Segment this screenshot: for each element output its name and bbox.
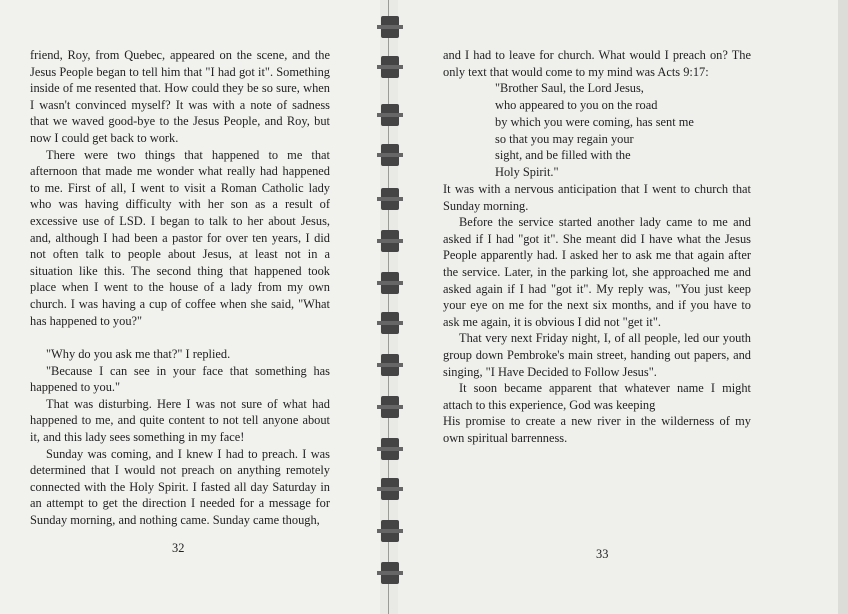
binding-coil	[381, 104, 399, 126]
right-page-body	[443, 47, 751, 446]
paragraph: There were two things that happened to me that afternoon that made me wonder what really had happened to me. First of all, I went to visit a Roman Catholic lady who was having difficulty with her son as a result of excessive use of LSD. I began to talk to her about Jesus, and, although I had been a pastor for over ten years, I did not often talk to people about Jesus, at least not in a situation like this. The second thing that happened took place when I went to the house of a lady from my own church. I was having a cup of coffee when she said, "What has happened to you?"	[30, 147, 330, 328]
paragraph: It soon became apparent that whatever name I might attach to this experience, God was keeping	[443, 381, 751, 412]
binding-coil	[381, 56, 399, 78]
spiral-binding	[372, 8, 402, 608]
binding-coil	[381, 520, 399, 542]
page-number: 32	[172, 541, 185, 555]
paragraph: That was disturbing. Here I was not sure of what had happened to me, and quite content to not tell anyone about it, and this lady sees something in my face!	[30, 396, 330, 445]
quote-line: so that you may regain your	[495, 131, 634, 146]
binding-coil	[381, 144, 399, 166]
binding-coil	[381, 272, 399, 294]
binding-coil	[381, 16, 399, 38]
page-edge	[838, 0, 848, 614]
paragraph: and I had to leave for church. What would I preach on? The only text that would come to my mind was Acts 9:17:	[443, 48, 751, 79]
paragraph: That very next Friday night, I, of all people, led our youth group down Pembroke's main street, handing out papers, and singing, "I Have Decided to Follow Jesus".	[443, 331, 751, 379]
quote-line: Holy Spirit."	[495, 165, 559, 180]
binding-coil	[381, 230, 399, 252]
binding-coil	[381, 562, 399, 584]
quote-line: "Brother Saul, the Lord Jesus,	[495, 81, 644, 96]
paragraph: His promise to create a new river in the wilderness of my own spiritual barrenness.	[443, 414, 751, 445]
binding-coil	[381, 438, 399, 460]
binding-coil	[381, 312, 399, 334]
binding-coil	[381, 354, 399, 376]
paragraph: Sunday was coming, and I knew I had to preach. I was determined that I would not preach on anything remotely connected with the Holy Spirit. I fasted all day Saturday in an attempt to get the direction I needed for a message for Sunday morning, and nothing came. Sunday came though,	[30, 446, 330, 528]
quote-line: who appeared to you on the road	[495, 97, 658, 112]
binding-coil	[381, 188, 399, 210]
binding-coil	[381, 396, 399, 418]
paragraph: Before the service started another lady came to me and asked if I had "got it". She meant did I have what the Jesus People apparently had. I asked her to ask me that again after the service. Later, in the parking lot, she approached me and asked again if I had "got it". My reply was, "You just keep your eye on me for the next six months, and if you have to ask me again, it is obvious I did not "get it".	[443, 215, 751, 329]
paragraph: friend, Roy, from Quebec, appeared on the scene, and the Jesus People began to tell him that "I had got it". Something inside of me resented that. How could they be so sure, when I wasn't convinced myself? It was with a note of sadness that we waved good-bye to the Jesus People, and Roy, but now I could get back to work.	[30, 48, 330, 145]
paragraph: "Because I can see in your face that something has happened to you."	[30, 363, 330, 395]
binding-coil	[381, 478, 399, 500]
left-page-body	[30, 47, 330, 529]
paragraph: "Why do you ask me that?" I replied.	[46, 347, 231, 362]
paragraph: It was with a nervous anticipation that I went to church that Sunday morning.	[443, 181, 751, 213]
page-number: 33	[596, 547, 609, 561]
scripture-quote	[495, 80, 751, 181]
quote-line: sight, and be filled with the	[495, 148, 631, 163]
quote-line: by which you were coming, has sent me	[495, 114, 694, 129]
